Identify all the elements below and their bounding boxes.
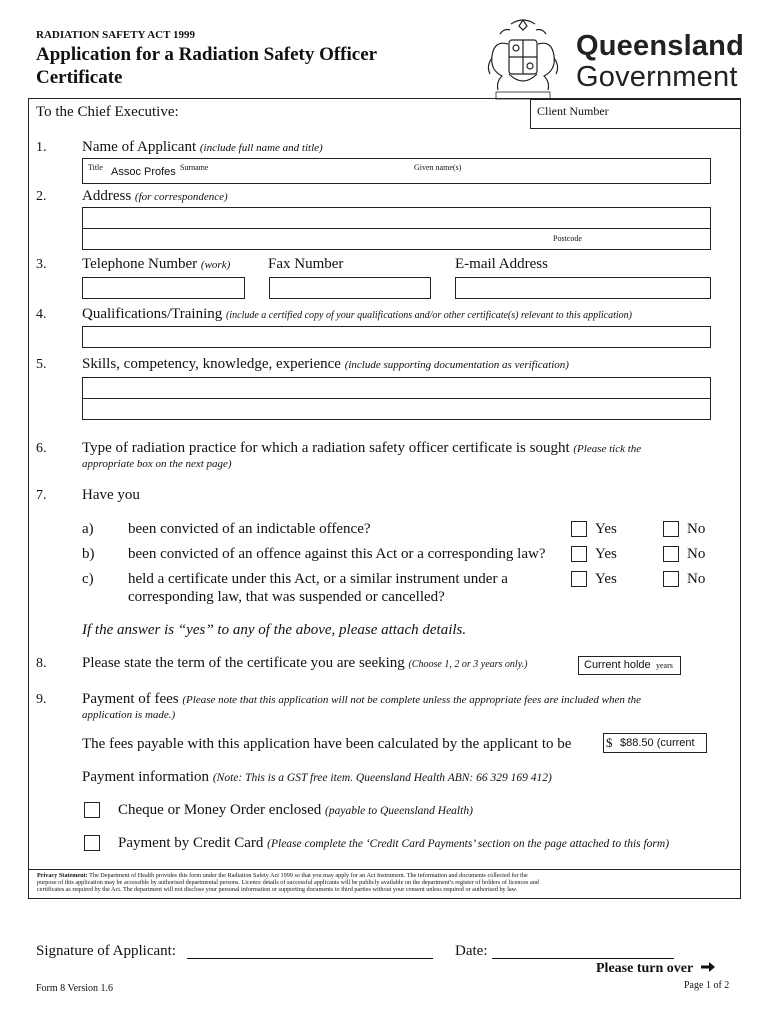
surname-label: Surname <box>180 163 209 172</box>
email-field[interactable] <box>455 277 711 299</box>
skills-note: (include supporting documentation as verification) <box>344 359 569 371</box>
turn-over-label: Please turn over <box>596 961 693 976</box>
section-2-label <box>82 188 228 205</box>
section-8-label <box>82 655 527 672</box>
signature-line[interactable] <box>187 958 433 959</box>
title-label: Title <box>88 163 103 172</box>
page-title-line2: Certificate <box>36 67 123 88</box>
frame-left-side <box>28 128 29 869</box>
payment-info-note: (Note: This is a GST free item. Queensland Health ABN: 66 329 169 412) <box>212 772 552 784</box>
telephone-label: Telephone Number <box>82 256 198 272</box>
payment-of-fees-note: (Please note that this application will not be complete unless the appropriate fees are included when the <box>182 694 642 706</box>
privacy-heading: Privacy Statement: <box>37 872 88 879</box>
privacy-statement-box <box>28 869 741 899</box>
question-c-yes-checkbox[interactable] <box>571 571 587 587</box>
question-c-text-line2: corresponding law, that was suspended or cancelled? <box>128 589 445 605</box>
question-c-letter: c) <box>82 571 94 587</box>
section-4-label <box>82 306 632 323</box>
cheque-row <box>118 802 473 819</box>
credit-card-row <box>118 835 669 852</box>
fees-payable-text: The fees payable with this application have been calculated by the applicant to be <box>82 736 572 752</box>
fax-field[interactable] <box>269 277 431 299</box>
addressee: To the Chief Executive: <box>36 104 179 120</box>
years-suffix: years <box>656 661 673 670</box>
section-5-number: 5. <box>36 357 47 372</box>
given-names-label: Given name(s) <box>414 163 462 172</box>
name-of-applicant-note: (include full name and title) <box>199 142 323 154</box>
address-line-2[interactable] <box>82 228 711 250</box>
date-line[interactable] <box>492 958 674 959</box>
address-line-1[interactable] <box>82 207 711 229</box>
address-note: (for correspondence) <box>134 191 228 203</box>
section-9-number: 9. <box>36 692 47 707</box>
qualifications-note: (include a certified copy of your qualifications and/or other certificate(s) relevant to this application) <box>226 310 632 321</box>
cheque-label: Cheque or Money Order enclosed <box>118 802 322 818</box>
address-label: Address <box>82 188 132 204</box>
qualifications-label: Qualifications/Training <box>82 306 223 322</box>
question-c-no-label: No <box>687 571 706 587</box>
payment-info-row <box>82 769 552 786</box>
fees-dollar-sign: $ <box>606 735 613 750</box>
section-8-number: 8. <box>36 656 47 671</box>
question-c-text-line1: held a certificate under this Act, or a similar instrument under a <box>128 571 508 587</box>
privacy-text-1: The Department of Health provides this form under the Radiation Safety Act 1999 so that you may apply for an Act Instrument. The information and documents collected for the <box>89 872 528 879</box>
privacy-line-3: certificates as required by the Act. The department will not disclose your personal information or supporting documents to third parties without your consent unless required or authorised by law. <box>37 885 518 893</box>
brand-queensland: Queensland <box>576 30 744 62</box>
skills-field-line-2[interactable] <box>82 398 711 420</box>
question-a-yes-label: Yes <box>595 521 617 537</box>
page-title: Application for a Radiation Safety Officer <box>36 44 378 65</box>
arrow-right-icon <box>700 961 716 973</box>
section-1-number: 1. <box>36 140 47 155</box>
cheque-note: (payable to Queensland Health) <box>325 805 473 817</box>
radiation-practice-label: Type of radiation practice for which a radiation safety officer certificate is sought <box>82 440 570 456</box>
credit-card-label: Payment by Credit Card <box>118 835 264 851</box>
date-label: Date: <box>455 943 488 959</box>
credit-card-checkbox[interactable] <box>84 835 100 851</box>
certificate-term-input[interactable]: Current holde <box>584 659 651 671</box>
brand-government: Government <box>576 61 738 93</box>
section-5-label <box>82 356 569 373</box>
section-2-number: 2. <box>36 189 47 204</box>
question-b-text: been convicted of an offence against this Act or a corresponding law? <box>128 546 546 562</box>
qualifications-field[interactable] <box>82 326 711 348</box>
credit-card-note: (Please complete the ‘Credit Card Payments’ section on the page attached to this form) <box>267 838 670 850</box>
question-b-yes-checkbox[interactable] <box>571 546 587 562</box>
please-turn-over <box>596 961 716 977</box>
section-1-label <box>82 139 323 156</box>
postcode-label: Postcode <box>553 234 582 243</box>
skills-field-line-1[interactable] <box>82 377 711 399</box>
fax-label: Fax Number <box>268 256 344 272</box>
payment-of-fees-label: Payment of fees <box>82 691 179 707</box>
frame-left-line <box>28 98 29 128</box>
question-a-yes-checkbox[interactable] <box>571 521 587 537</box>
question-c-no-checkbox[interactable] <box>663 571 679 587</box>
telephone-field[interactable] <box>82 277 245 299</box>
frame-right-side <box>740 128 741 869</box>
client-number-label: Client Number <box>537 104 609 118</box>
question-b-letter: b) <box>82 546 95 562</box>
section-3-number: 3. <box>36 257 47 272</box>
cheque-checkbox[interactable] <box>84 802 100 818</box>
radiation-practice-note-line2: appropriate box on the next page) <box>82 458 232 470</box>
have-you-label: Have you <box>82 487 140 503</box>
fees-input[interactable]: $88.50 (current <box>620 737 695 749</box>
section-7-number: 7. <box>36 488 47 503</box>
privacy-line-2: purpose of this application may be accessible by authorised departmental persons. Licence details of successful applicants will be publicly available on the department’s register of holders of licences and <box>37 878 539 886</box>
question-c-yes-label: Yes <box>595 571 617 587</box>
payment-of-fees-note-line2: application is made.) <box>82 709 176 721</box>
question-b-no-label: No <box>687 546 706 562</box>
skills-label: Skills, competency, knowledge, experience <box>82 356 341 372</box>
section-4-number: 4. <box>36 307 47 322</box>
email-label: E-mail Address <box>455 256 548 272</box>
certificate-term-note: (Choose 1, 2 or 3 years only.) <box>408 659 528 670</box>
page-number: Page 1 of 2 <box>684 980 730 991</box>
section-9-label <box>82 691 641 708</box>
form-version: Form 8 Version 1.6 <box>36 983 114 994</box>
signature-label: Signature of Applicant: <box>36 943 176 959</box>
question-a-no-checkbox[interactable] <box>663 521 679 537</box>
question-b-no-checkbox[interactable] <box>663 546 679 562</box>
yes-details-note: If the answer is “yes” to any of the above, please attach details. <box>82 622 467 638</box>
question-a-no-label: No <box>687 521 706 537</box>
question-a-letter: a) <box>82 521 94 537</box>
question-a-text: been convicted of an indictable offence? <box>128 521 371 537</box>
payment-info-label: Payment information <box>82 769 210 785</box>
radiation-practice-note: (Please tick the <box>573 443 642 455</box>
question-b-yes-label: Yes <box>595 546 617 562</box>
title-input[interactable]: Assoc Profes <box>111 166 176 178</box>
telephone-note: (work) <box>200 259 231 271</box>
certificate-term-label: Please state the term of the certificate you are seeking <box>82 655 405 671</box>
section-6-number: 6. <box>36 441 47 456</box>
name-of-applicant-label: Name of Applicant <box>82 139 197 155</box>
act-name: RADIATION SAFETY ACT 1999 <box>36 29 196 41</box>
section-6-label <box>82 440 641 457</box>
coat-of-arms-icon <box>478 14 568 104</box>
telephone-label-row <box>82 256 230 273</box>
